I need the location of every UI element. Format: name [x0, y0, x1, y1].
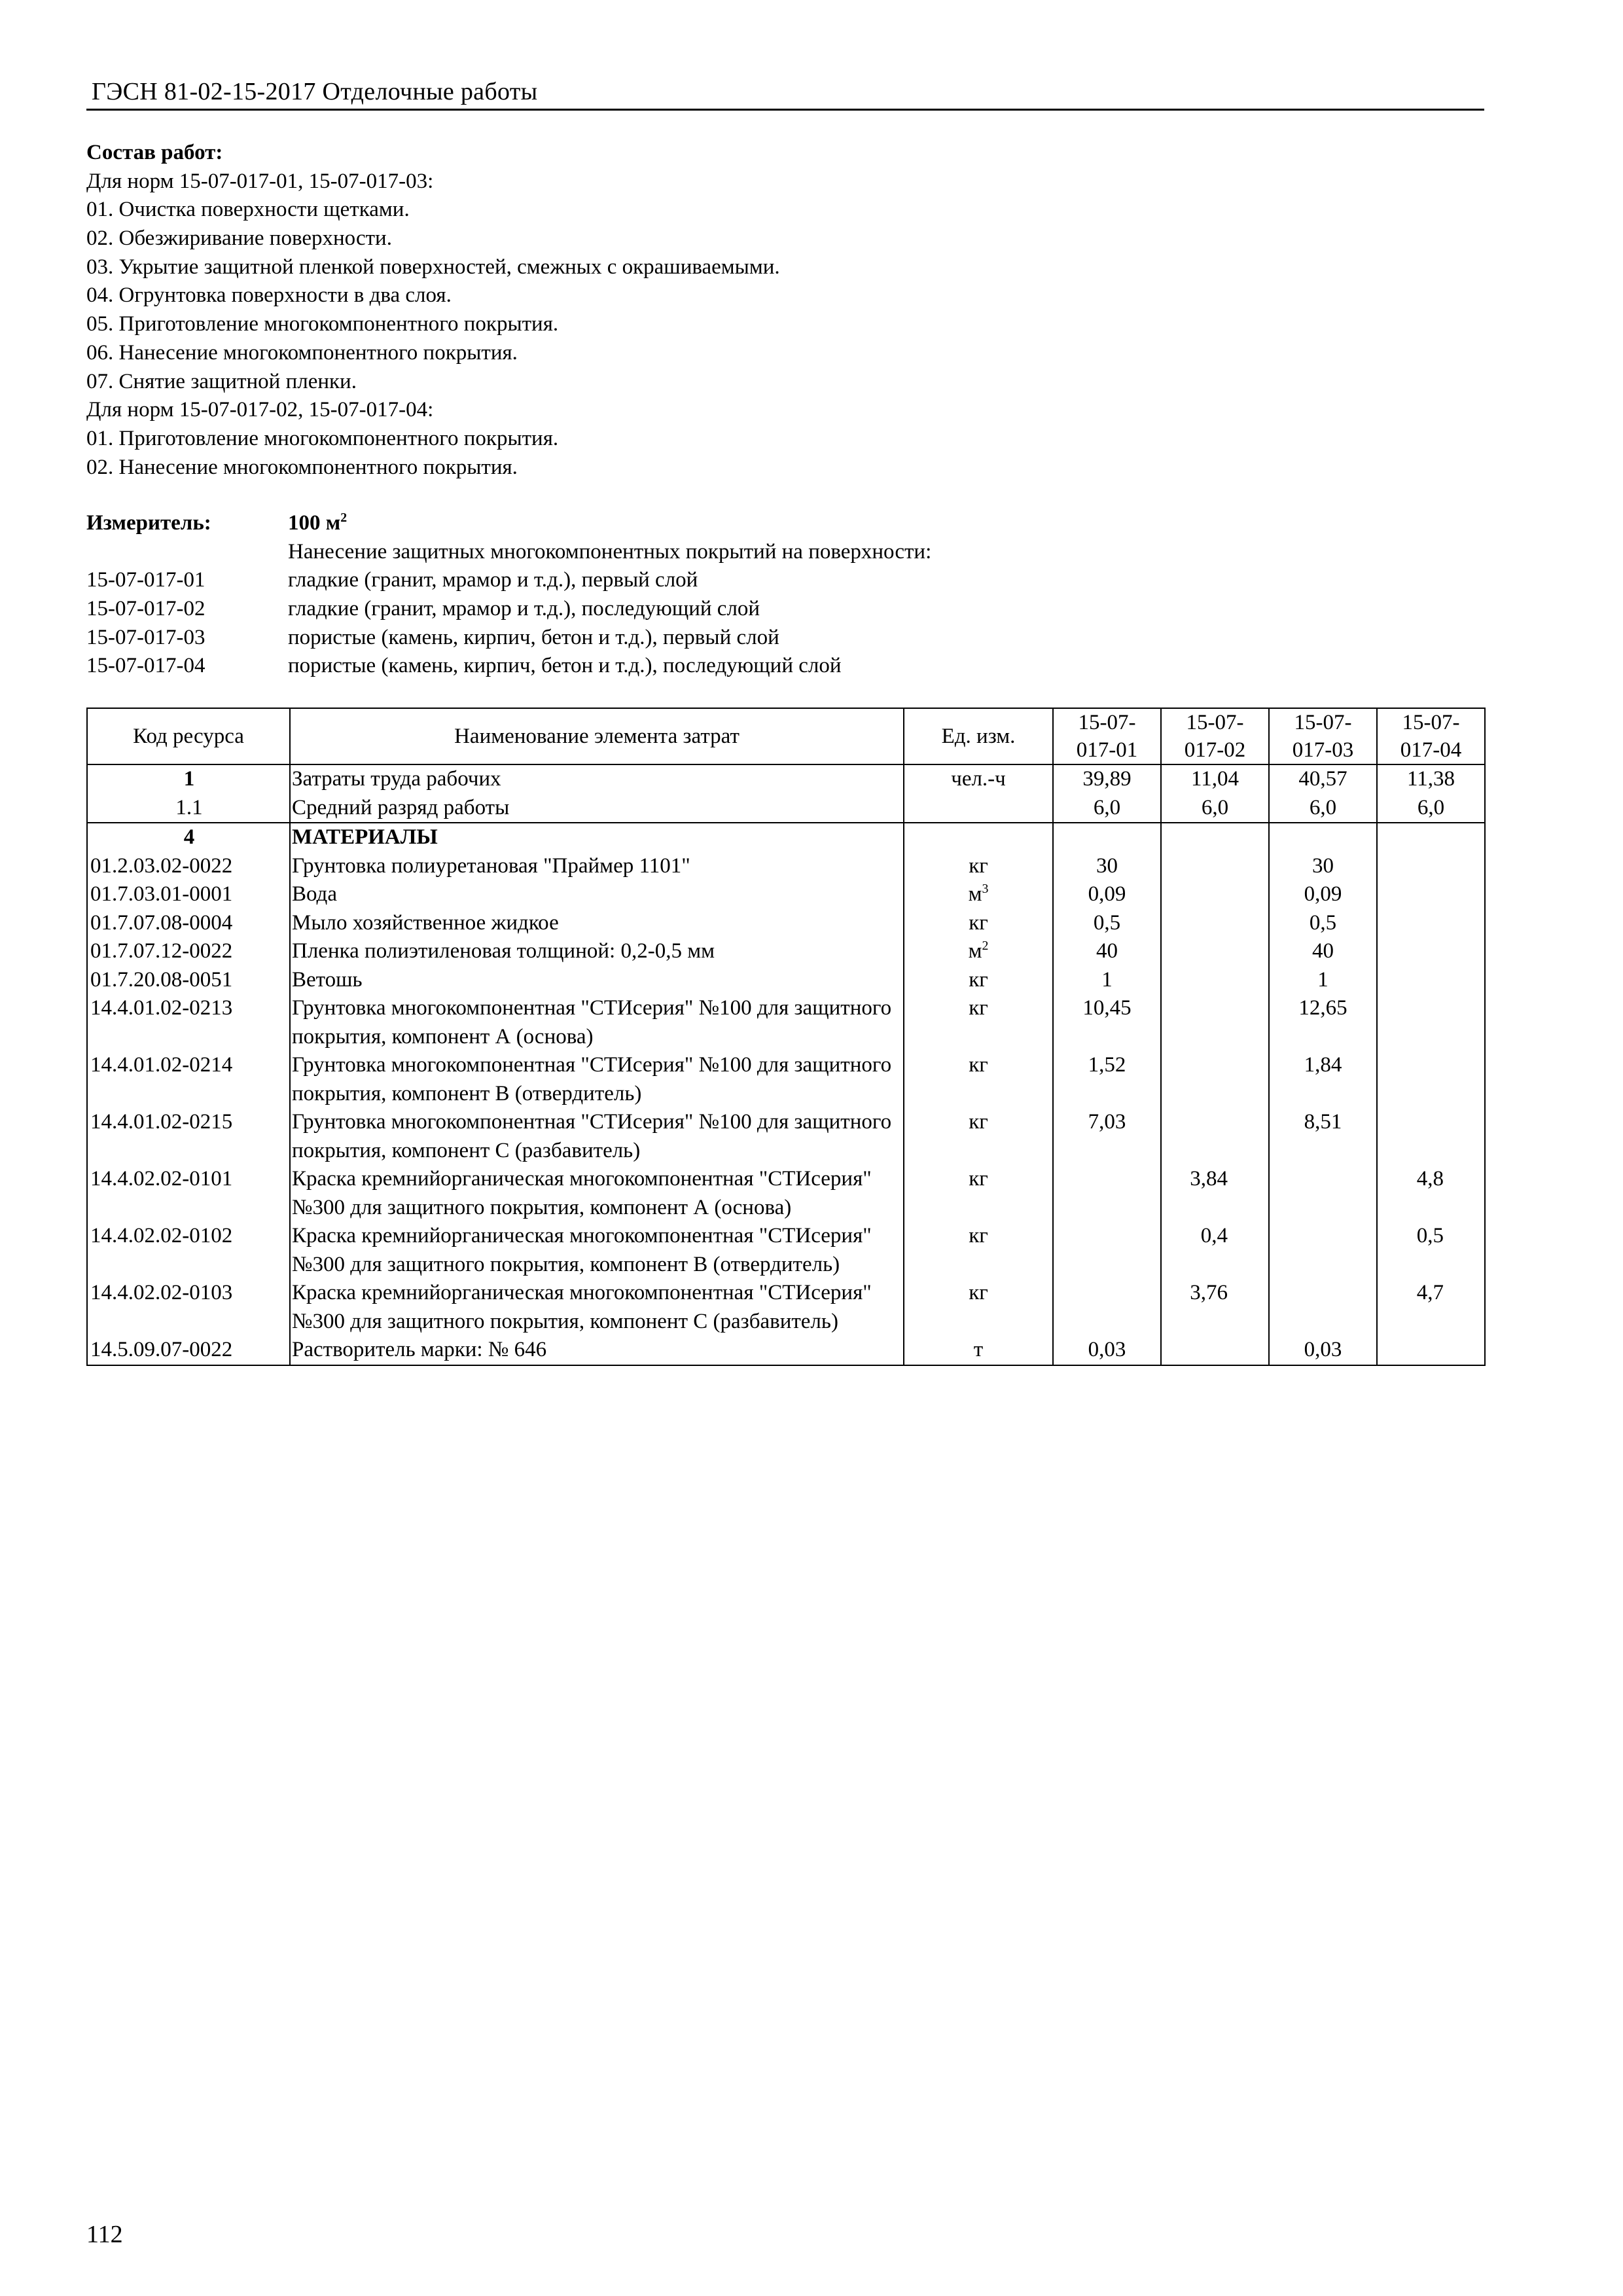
norm-description: пористые (камень, кирпич, бетон и т.д.), последующий слой — [288, 654, 842, 678]
resource-code: 14.4.01.02-0214 — [87, 1051, 290, 1108]
resource-code: 14.5.09.07-0022 — [87, 1336, 290, 1365]
value-cell: 0,09 — [1269, 880, 1377, 909]
value-cell: 1,52 — [1053, 1051, 1161, 1108]
value-cell: 0,03 — [1053, 1336, 1161, 1365]
value-cell: 39,89 — [1053, 764, 1161, 794]
value-cell: 0,03 — [1269, 1336, 1377, 1365]
norm-code: 15-07-017-04 — [86, 654, 205, 678]
value-cell — [1269, 1222, 1377, 1279]
table-row — [87, 1051, 1485, 1108]
value-cell — [1053, 1165, 1161, 1222]
work-line: 07. Снятие защитной пленки. — [86, 369, 357, 393]
work-line: 01. Приготовление многокомпонентного покрытия. — [86, 426, 559, 450]
resource-unit: т — [904, 1336, 1053, 1365]
value-cell: 30 — [1053, 852, 1161, 881]
value-cell: 0,5 — [1053, 909, 1161, 938]
measurement-section — [86, 509, 1461, 681]
value-cell — [1377, 966, 1485, 995]
value-cell: 7,03 — [1053, 1108, 1161, 1165]
value-cell — [1161, 852, 1269, 881]
resource-name: Растворитель марки: № 646 — [290, 1336, 904, 1365]
value-cell — [1161, 994, 1269, 1051]
table-row — [87, 1108, 1485, 1165]
work-composition-list — [86, 168, 1330, 482]
header-norm-3: 15-07- 017-03 — [1269, 708, 1377, 764]
resource-name: Грунтовка многокомпонентная "СТИсерия" №100 для защитного покрытия, компонент А (основа) — [290, 994, 904, 1051]
value-cell: 0,09 — [1053, 880, 1161, 909]
value-cell — [1377, 909, 1485, 938]
norm-item — [86, 595, 1461, 624]
value-cell — [1377, 1336, 1485, 1365]
value-cell: 40 — [1053, 937, 1161, 966]
measure-intro: Нанесение защитных многокомпонентных покрытий на поверхности: — [288, 539, 932, 564]
resource-unit: кг — [904, 1222, 1053, 1279]
value-cell — [1161, 880, 1269, 909]
norm-item — [86, 652, 1461, 681]
value-cell — [1053, 1279, 1161, 1336]
running-header — [86, 76, 1484, 111]
resource-code: 01.7.07.12-0022 — [87, 937, 290, 966]
table-row — [87, 1165, 1485, 1222]
resource-unit: $м^2$ — [904, 937, 1053, 966]
value-cell — [1161, 1051, 1269, 1108]
table-row — [87, 994, 1485, 1051]
table-row — [87, 852, 1485, 881]
header-name: Наименование элемента затрат — [290, 708, 904, 764]
value-cell: 4,8 — [1377, 1165, 1485, 1222]
value-cell — [1161, 1108, 1269, 1165]
value-cell: 11,38 — [1377, 764, 1485, 794]
value-cell: 40,57 — [1269, 764, 1377, 794]
value-cell: 40 — [1269, 937, 1377, 966]
measure-unit: 100 $м^2$ — [288, 511, 348, 535]
resource-name: Пленка полиэтиленовая толщиной: 0,2-0,5 мм — [290, 937, 904, 966]
resource-name: Грунтовка многокомпонентная "СТИсерия" №100 для защитного покрытия, компонент В (отвердитель) — [290, 1051, 904, 1108]
work-line: 05. Приготовление многокомпонентного покрытия. — [86, 312, 559, 336]
work-line: Для норм 15-07-017-02, 15-07-017-04: — [86, 398, 434, 422]
resource-unit: кг — [904, 966, 1053, 995]
table-row — [87, 1279, 1485, 1336]
group-name: МАТЕРИАЛЫ — [290, 823, 904, 852]
empty-cell — [1269, 823, 1377, 852]
table-row — [87, 794, 1485, 823]
value-cell: 12,65 — [1269, 994, 1377, 1051]
norm-list — [86, 566, 1461, 681]
value-cell: 30 — [1269, 852, 1377, 881]
table-group-row — [87, 823, 1485, 852]
resource-unit: кг — [904, 852, 1053, 881]
resource-unit: кг — [904, 1108, 1053, 1165]
resource-name: Краска кремнийорганическая многокомпонентная "СТИсерия" №300 для защитного покрытия, компонент В (отвердитель) — [290, 1222, 904, 1279]
table-row — [87, 880, 1485, 909]
resource-name: Грунтовка многокомпонентная "СТИсерия" №100 для защитного покрытия, компонент С (разбавитель) — [290, 1108, 904, 1165]
table-row — [87, 1336, 1485, 1365]
empty-cell — [904, 823, 1053, 852]
page-number: 112 — [86, 2221, 123, 2248]
work-line: 01. Очистка поверхности щетками. — [86, 198, 410, 222]
resource-unit: кг — [904, 994, 1053, 1051]
norm-code: 15-07-017-03 — [86, 625, 205, 649]
resource-name: Вода — [290, 880, 904, 909]
resource-unit: чел.-ч — [904, 764, 1053, 794]
norm-description: пористые (камень, кирпич, бетон и т.д.), первый слой — [288, 625, 779, 649]
header-norm-2: 15-07- 017-02 — [1161, 708, 1269, 764]
norm-description: гладкие (гранит, мрамор и т.д.), последующий слой — [288, 597, 760, 621]
header-norm-4: 15-07- 017-04 — [1377, 708, 1485, 764]
resource-name: Грунтовка полиуретановая "Праймер 1101" — [290, 852, 904, 881]
resource-name: Ветошь — [290, 966, 904, 995]
value-cell — [1161, 937, 1269, 966]
norm-code: 15-07-017-02 — [86, 597, 205, 621]
value-cell: 1,84 — [1269, 1051, 1377, 1108]
value-cell: 1 — [1053, 966, 1161, 995]
header-norm-1: 15-07- 017-01 — [1053, 708, 1161, 764]
resource-name: Краска кремнийорганическая многокомпонентная "СТИсерия" №300 для защитного покрытия, компонент А (основа) — [290, 1165, 904, 1222]
resource-code: 14.4.01.02-0213 — [87, 994, 290, 1051]
value-cell: 8,51 — [1269, 1108, 1377, 1165]
value-cell — [1377, 852, 1485, 881]
measure-label: Измеритель: — [86, 511, 211, 535]
work-line: 03. Укрытие защитной пленкой поверхностей, смежных с окрашиваемыми. — [86, 255, 780, 279]
norm-item — [86, 566, 1461, 595]
value-cell — [1377, 1108, 1485, 1165]
value-cell — [1161, 909, 1269, 938]
work-line: Для норм 15-07-017-01, 15-07-017-03: — [86, 169, 434, 193]
header-unit: Ед. изм. — [904, 708, 1053, 764]
value-cell — [1377, 937, 1485, 966]
table-row — [87, 764, 1485, 794]
value-cell: 0,5 — [1269, 909, 1377, 938]
work-line: 02. Обезжиривание поверхности. — [86, 226, 392, 251]
value-cell: 1 — [1269, 966, 1377, 995]
resource-unit: кг — [904, 1165, 1053, 1222]
norm-item — [86, 624, 1461, 653]
resource-unit: кг — [904, 1051, 1053, 1108]
resource-name: Краска кремнийорганическая многокомпонентная "СТИсерия" №300 для защитного покрытия, компонент С (разбавитель) — [290, 1279, 904, 1336]
value-cell: 6,0 — [1053, 794, 1161, 823]
value-cell — [1377, 994, 1485, 1051]
work-line: 04. Огрунтовка поверхности в два слоя. — [86, 283, 452, 308]
resource-unit: кг — [904, 1279, 1053, 1336]
resource-name: Средний разряд работы — [290, 794, 904, 823]
resource-code: 01.7.20.08-0051 — [87, 966, 290, 995]
resource-code: 14.4.02.02-0103 — [87, 1279, 290, 1336]
table-row — [87, 966, 1485, 995]
value-cell: 3,76 — [1161, 1279, 1269, 1336]
norm-description: гладкие (гранит, мрамор и т.д.), первый слой — [288, 568, 698, 592]
work-line: 06. Нанесение многокомпонентного покрытия. — [86, 340, 518, 365]
resource-code: 14.4.01.02-0215 — [87, 1108, 290, 1165]
value-cell: 6,0 — [1377, 794, 1485, 823]
header-title: ГЭСН 81-02-15-2017 Отделочные работы — [92, 78, 538, 105]
value-cell — [1161, 966, 1269, 995]
resource-code: 01.2.03.02-0022 — [87, 852, 290, 881]
work-composition — [86, 139, 1330, 482]
value-cell — [1377, 1051, 1485, 1108]
value-cell: 11,04 — [1161, 764, 1269, 794]
empty-cell — [1161, 823, 1269, 852]
resource-table — [86, 708, 1486, 1366]
resource-code: 14.4.02.02-0101 — [87, 1165, 290, 1222]
resource-code: 1.1 — [87, 794, 290, 823]
resource-name: Мыло хозяйственное жидкое — [290, 909, 904, 938]
resource-code: 1 — [87, 764, 290, 794]
resource-unit: $м^3$ — [904, 880, 1053, 909]
table-header-row — [87, 708, 1485, 764]
resource-unit: кг — [904, 909, 1053, 938]
value-cell: 0,4 — [1161, 1222, 1269, 1279]
resource-unit — [904, 794, 1053, 823]
work-line: 02. Нанесение многокомпонентного покрытия. — [86, 455, 518, 479]
value-cell — [1377, 880, 1485, 909]
table-row — [87, 1222, 1485, 1279]
value-cell — [1269, 1279, 1377, 1336]
table-row — [87, 909, 1485, 938]
work-composition-title: Состав работ: — [86, 141, 223, 164]
value-cell: 3,84 — [1161, 1165, 1269, 1222]
value-cell: 4,7 — [1377, 1279, 1485, 1336]
value-cell — [1161, 1336, 1269, 1365]
value-cell: 6,0 — [1269, 794, 1377, 823]
resource-code: 01.7.03.01-0001 — [87, 880, 290, 909]
value-cell — [1053, 1222, 1161, 1279]
resource-name: Затраты труда рабочих — [290, 764, 904, 794]
value-cell: 10,45 — [1053, 994, 1161, 1051]
resource-code: 14.4.02.02-0102 — [87, 1222, 290, 1279]
empty-cell — [1053, 823, 1161, 852]
value-cell: 0,5 — [1377, 1222, 1485, 1279]
group-code: 4 — [87, 823, 290, 852]
table-row — [87, 937, 1485, 966]
header-code: Код ресурса — [87, 708, 290, 764]
empty-cell — [1377, 823, 1485, 852]
resource-code: 01.7.07.08-0004 — [87, 909, 290, 938]
value-cell: 6,0 — [1161, 794, 1269, 823]
norm-code: 15-07-017-01 — [86, 568, 205, 592]
value-cell — [1269, 1165, 1377, 1222]
